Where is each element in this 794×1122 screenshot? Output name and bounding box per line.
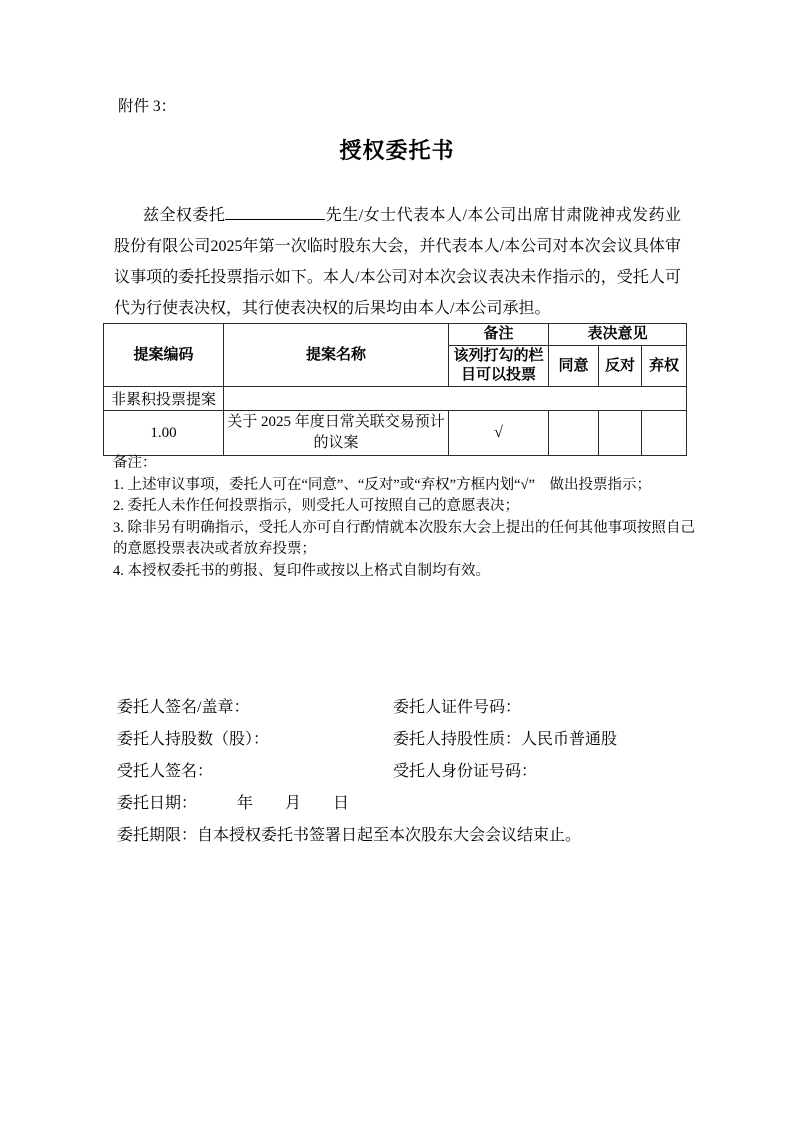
agree-vote-cell <box>549 411 599 456</box>
header-oppose: 反对 <box>599 346 642 387</box>
trustee-signature-label: 受托人签名： <box>117 762 214 780</box>
proposal-table <box>103 323 687 456</box>
abstain-vote-cell <box>642 411 687 456</box>
oppose-vote-cell <box>599 411 642 456</box>
proposal-name-cell: 关于 2025 年度日常关联交易预计的议案 <box>224 411 449 456</box>
remark-check-cell: √ <box>449 411 549 456</box>
section-empty-cell <box>224 387 687 411</box>
document-title: 授权委托书 <box>339 138 455 163</box>
trustee-id-number-label: 受托人身份证号码： <box>393 762 538 780</box>
principal-share-type-label: 委托人持股性质：人民币普通股 <box>393 730 618 748</box>
header-proposal-code: 提案编码 <box>104 324 224 387</box>
proposal-code-cell: 1.00 <box>104 411 224 456</box>
note-item-2: 2. 委托人未作任何投票指示，则受托人可按照自己的意愿表决； <box>113 498 519 514</box>
header-proposal-name: 提案名称 <box>224 324 449 387</box>
principal-shares-label: 委托人持股数（股）： <box>117 730 270 748</box>
attorney-name-blank <box>225 204 325 220</box>
header-agree: 同意 <box>549 346 599 387</box>
header-vote-opinion: 表决意见 <box>549 324 687 346</box>
header-remark: 备注 <box>449 324 549 346</box>
table-header-row-1 <box>104 324 687 346</box>
principal-signature-label: 委托人签名/盖章： <box>117 698 250 716</box>
entrust-date-line: 委托日期： 年 月 日 <box>117 794 350 812</box>
intro-lead-text: 兹全权委托 <box>143 207 226 224</box>
note-item-3: 3. 除非另有明确指示，受托人亦可自行酌情就本次股东大会上提出的任何其他事项按照自己的意愿投票表决或者放弃投票； <box>113 519 695 557</box>
notes-section <box>113 453 695 582</box>
entrust-term-line: 委托期限：自本授权委托书签署日起至本次股东大会会议结束止。 <box>117 826 582 844</box>
attachment-label: 附件 3： <box>118 98 177 115</box>
table-row <box>104 411 687 456</box>
header-abstain: 弃权 <box>642 346 687 387</box>
signature-section <box>117 689 683 849</box>
signature-row-1 <box>117 689 683 721</box>
notes-heading: 备注： <box>113 455 157 471</box>
signature-row-3 <box>117 753 683 785</box>
intro-paragraph <box>114 200 681 324</box>
header-remark-note: 该列打勾的栏目可以投票 <box>449 346 549 387</box>
intro-body-text: 先生/女士代表本人/本公司出席甘肃陇神戎发药业股份有限公司2025年第一次临时股东大会，并代表本人/本公司对本次会议具体审议事项的委托投票指示如下。本人/本公司对本次会议表决未作指示的，受托人可代为行使表决权，其行使表决权的后果均由本人/本公司承担。 <box>114 207 681 317</box>
note-item-1: 1. 上述审议事项，委托人可在“同意”、“反对”或“弃权”方框内划“√” 做出投票指示； <box>113 476 651 493</box>
section-label-cell: 非累积投票提案 <box>104 387 224 411</box>
principal-id-number-label: 委托人证件号码： <box>393 698 522 716</box>
note-item-4: 4. 本授权委托书的剪报、复印件或按以上格式自制均有效。 <box>113 562 490 579</box>
table-section-row <box>104 387 687 411</box>
signature-row-2 <box>117 721 683 753</box>
